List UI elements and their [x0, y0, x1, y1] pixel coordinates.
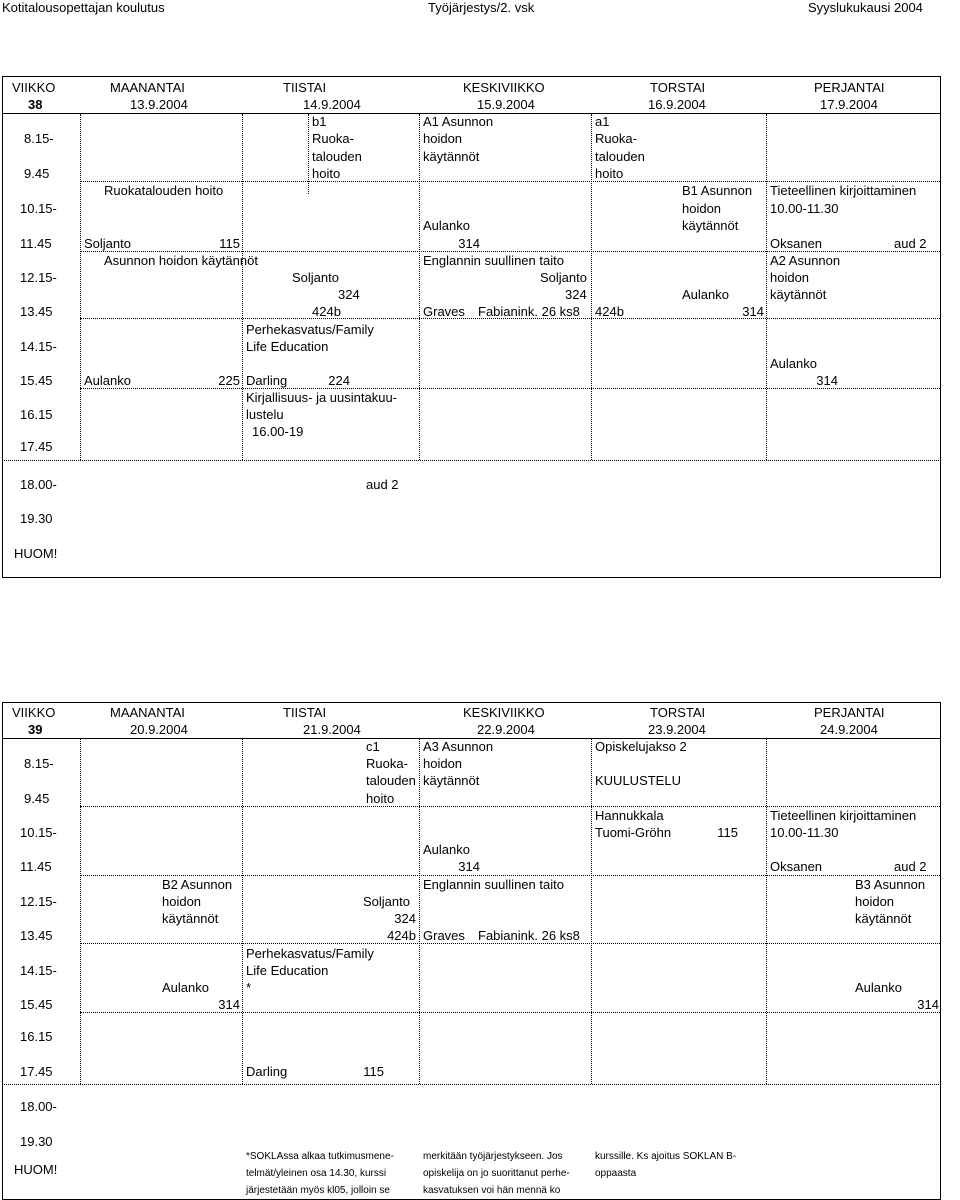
w1-week-number: 38: [28, 97, 43, 112]
w1-fri-cell: Oksanen: [770, 236, 823, 251]
w1-tue-cell: lustelu: [246, 407, 284, 422]
w1-tue-cell: b1: [312, 114, 327, 129]
w1-thu-cell: hoito: [595, 166, 624, 181]
w2-thu-cell: 115: [717, 825, 738, 840]
w1-wed-cell: Englannin suullinen taito: [423, 253, 564, 268]
w1-date-fri: 17.9.2004: [820, 97, 878, 112]
w1-time: HUOM!: [14, 546, 58, 561]
w1-col-sep: [242, 114, 243, 460]
w2-time: 13.45: [20, 928, 53, 943]
w1-mon-cell: 115: [219, 236, 240, 251]
w2-mon-cell: 314: [218, 997, 240, 1012]
w2-thu-cell: Hannukkala: [595, 808, 664, 823]
w2-week-number: 39: [28, 722, 43, 737]
w2-tue-cell: *: [246, 980, 252, 995]
w2-day-mon: MAANANTAI: [110, 705, 185, 720]
w2-note-wed: kasvatuksen voi hän mennä ko: [423, 1185, 561, 1196]
w2-date-tue: 21.9.2004: [303, 722, 361, 737]
w2-time: HUOM!: [14, 1162, 58, 1177]
header-center: Työjärjestys/2. vsk: [428, 0, 535, 15]
w1-mon-cell: Asunnon hoidon käytännöt: [104, 253, 258, 268]
w1-time: 10.15-: [20, 201, 57, 216]
w1-fri-cell: käytännöt: [770, 287, 827, 302]
w1-thu-cell: käytännöt: [682, 218, 739, 233]
w2-time: 11.45: [20, 859, 52, 874]
w1-mon-cell: Soljanto: [84, 236, 131, 251]
w1-wed-cell: käytännöt: [423, 149, 480, 164]
w2-mon-cell: käytännöt: [162, 911, 219, 926]
w1-col-sep: [766, 114, 767, 460]
w2-col-sep: [591, 739, 592, 1084]
w2-row-sep: [80, 875, 940, 876]
w2-wed-cell: Graves: [423, 928, 465, 943]
w2-time: 9.45: [24, 791, 50, 806]
w2-time: 14.15-: [20, 963, 57, 978]
w1-fri-cell: 314: [816, 373, 838, 388]
w1-row-sep: [80, 181, 940, 182]
w1-day-tue: TIISTAI: [283, 80, 327, 95]
w1-tue-cell: Soljanto: [292, 270, 339, 285]
w2-date-mon: 20.9.2004: [130, 722, 188, 737]
w1-date-wed: 15.9.2004: [477, 97, 535, 112]
w2-fri-cell: Aulanko: [855, 980, 902, 995]
w1-fri-cell: A2 Asunnon: [770, 253, 841, 268]
w1-tue-cell: aud 2: [366, 477, 399, 492]
w2-viikko-label: VIIKKO: [12, 705, 56, 720]
w1-col-sep: [419, 114, 420, 460]
w2-row-sep: [2, 1084, 941, 1085]
w2-mon-cell: hoidon: [162, 894, 202, 909]
w2-fri-cell: käytännöt: [855, 911, 912, 926]
w1-tue-cell: 224: [328, 373, 350, 388]
w2-day-thu: TORSTAI: [650, 705, 706, 720]
w2-time: 12.15-: [20, 894, 57, 909]
w1-day-fri: PERJANTAI: [814, 80, 885, 95]
w1-col-sep: [80, 114, 81, 460]
w1-thu-cell: Aulanko: [682, 287, 729, 302]
w2-time: 16.15: [20, 1029, 53, 1044]
w2-col-sep: [242, 739, 243, 1084]
w1-mon-cell: Ruokatalouden hoito: [104, 183, 224, 198]
w1-col-sep: [308, 114, 309, 194]
w2-row-sep: [80, 806, 940, 807]
w2-tue-cell: Life Education: [246, 963, 329, 978]
w2-wed-cell: hoidon: [423, 756, 463, 771]
w2-note-tue: järjestetään myös kl05, jolloin se: [246, 1185, 390, 1196]
w2-note-wed: opiskelija on jo suorittanut perhe-: [423, 1168, 570, 1179]
w1-date-tue: 14.9.2004: [303, 97, 361, 112]
w1-row-sep: [80, 388, 940, 389]
w1-time: 15.45: [20, 373, 53, 388]
w1-time: 11.45: [20, 236, 52, 251]
w2-fri-cell: 10.00-11.30: [770, 825, 839, 840]
w1-day-mon: MAANANTAI: [110, 80, 185, 95]
w2-wed-cell: Englannin suullinen taito: [423, 877, 564, 892]
w1-fri-cell: aud 2: [894, 236, 927, 251]
w1-time: 9.45: [24, 166, 50, 181]
w2-tue-cell: talouden: [366, 773, 416, 788]
w2-tue-cell: hoito: [366, 791, 395, 806]
w2-tue-cell: 115: [363, 1064, 384, 1079]
w1-tue-cell: Kirjallisuus- ja uusintakuu-: [246, 390, 398, 405]
w2-time: 10.15-: [20, 825, 57, 840]
w1-col-sep: [591, 114, 592, 460]
w1-thu-cell: 424b: [595, 304, 624, 319]
w2-wed-cell: Fabianink. 26 ks8: [478, 928, 580, 943]
w1-thu-cell: B1 Asunnon: [682, 183, 753, 198]
w1-tue-cell: 424b: [312, 304, 341, 319]
w1-tue-cell: Life Education: [246, 339, 329, 354]
w1-viikko-label: VIIKKO: [12, 80, 56, 95]
w1-thu-cell: 324: [565, 287, 587, 302]
w1-thu-cell: 314: [742, 304, 764, 319]
w2-fri-cell: Tieteellinen kirjoittaminen: [770, 808, 917, 823]
w1-fri-cell: Tieteellinen kirjoittaminen: [770, 183, 917, 198]
w2-row-sep: [80, 943, 940, 944]
w1-date-thu: 16.9.2004: [648, 97, 706, 112]
w1-time: 12.15-: [20, 270, 57, 285]
w2-time: 17.45: [20, 1064, 53, 1079]
w2-note-thu: oppaasta: [595, 1168, 637, 1179]
w2-wed-cell: Aulanko: [423, 842, 470, 857]
w2-mon-cell: Aulanko: [162, 980, 209, 995]
w1-thu-cell: Soljanto: [540, 270, 587, 285]
w1-fri-cell: hoidon: [770, 270, 810, 285]
w2-thu-cell: Opiskelujakso 2: [595, 739, 687, 754]
w2-note-thu: kurssille. Ks ajoitus SOKLAN B-: [595, 1151, 737, 1162]
w2-date-thu: 23.9.2004: [648, 722, 706, 737]
w1-row-sep: [2, 460, 941, 461]
w1-wed-cell: Fabianink. 26 ks8: [478, 304, 580, 319]
w2-tue-cell: 324: [394, 911, 416, 926]
w1-tue-cell: Perhekasvatus/Family: [246, 322, 374, 337]
w1-mon-cell: 225: [218, 373, 240, 388]
w2-note-wed: merkitään työjärjestykseen. Jos: [423, 1151, 563, 1162]
w2-time: 15.45: [20, 997, 53, 1012]
w1-day-thu: TORSTAI: [650, 80, 706, 95]
w2-fri-cell: Oksanen: [770, 859, 823, 874]
w1-time: 14.15-: [20, 339, 57, 354]
w2-tue-cell: c1: [366, 739, 380, 754]
w2-row-sep: [80, 1012, 940, 1013]
w2-day-wed: KESKIVIIKKO: [463, 705, 545, 720]
w1-wed-cell: 314: [458, 236, 480, 251]
w2-wed-cell: A3 Asunnon: [423, 739, 494, 754]
w2-col-sep: [419, 739, 420, 1084]
w1-tue-cell: 16.00-19: [252, 424, 304, 439]
w2-fri-cell: aud 2: [894, 859, 927, 874]
w1-time: 18.00-: [20, 477, 57, 492]
w1-time: 8.15-: [24, 131, 54, 146]
w2-time: 8.15-: [24, 756, 54, 771]
w1-time: 19.30: [20, 511, 53, 526]
w1-day-wed: KESKIVIIKKO: [463, 80, 545, 95]
w1-fri-cell: 10.00-11.30: [770, 201, 839, 216]
w2-wed-cell: käytännöt: [423, 773, 480, 788]
w2-fri-cell: 314: [917, 997, 939, 1012]
w2-note-tue: telmät/yleinen osa 14.30, kurssi: [246, 1168, 387, 1179]
w2-tue-cell: Ruoka-: [366, 756, 408, 771]
w2-tue-cell: Perhekasvatus/Family: [246, 946, 374, 961]
w1-date-mon: 13.9.2004: [130, 97, 188, 112]
w2-wed-cell: 314: [458, 859, 480, 874]
w1-wed-cell: A1 Asunnon: [423, 114, 494, 129]
header-left: Kotitalousopettajan koulutus: [2, 0, 165, 15]
w2-tue-cell: Soljanto: [363, 894, 410, 909]
w2-date-wed: 22.9.2004: [477, 722, 535, 737]
w1-row-sep: [80, 251, 940, 252]
w2-col-sep: [766, 739, 767, 1084]
w1-mon-cell: Aulanko: [84, 373, 131, 388]
w1-time: 13.45: [20, 304, 53, 319]
header-right: Syyslukukausi 2004: [808, 0, 923, 15]
w1-tue-cell: 324: [338, 287, 360, 302]
w2-mon-cell: B2 Asunnon: [162, 877, 233, 892]
w1-thu-cell: Ruoka-: [595, 131, 637, 146]
w2-day-tue: TIISTAI: [283, 705, 327, 720]
w2-fri-cell: hoidon: [855, 894, 895, 909]
w1-tue-cell: Darling: [246, 373, 288, 388]
w1-fri-cell: Aulanko: [770, 356, 817, 371]
w2-col-sep: [80, 739, 81, 1084]
w2-thu-cell: KUULUSTELU: [595, 773, 681, 788]
w1-time: 17.45: [20, 439, 53, 454]
w1-thu-cell: talouden: [595, 149, 645, 164]
w2-date-fri: 24.9.2004: [820, 722, 878, 737]
w1-wed-cell: Graves: [423, 304, 465, 319]
w2-note-tue: *SOKLAssa alkaa tutkimusmene-: [246, 1151, 394, 1162]
w1-tue-cell: talouden: [312, 149, 362, 164]
w1-thu-cell: hoidon: [682, 201, 722, 216]
w1-wed-cell: Aulanko: [423, 218, 470, 233]
w2-day-fri: PERJANTAI: [814, 705, 885, 720]
w1-tue-cell: Ruoka-: [312, 131, 354, 146]
w1-thu-cell: a1: [595, 114, 610, 129]
w2-tue-cell: Darling: [246, 1064, 288, 1079]
w1-wed-cell: hoidon: [423, 131, 463, 146]
w2-tue-cell: 424b: [387, 928, 416, 943]
w2-time: 19.30: [20, 1134, 53, 1149]
w2-thu-cell: Tuomi-Gröhn: [595, 825, 672, 840]
w2-fri-cell: B3 Asunnon: [855, 877, 926, 892]
w2-time: 18.00-: [20, 1099, 57, 1114]
w1-time: 16.15: [20, 407, 53, 422]
w1-tue-cell: hoito: [312, 166, 341, 181]
